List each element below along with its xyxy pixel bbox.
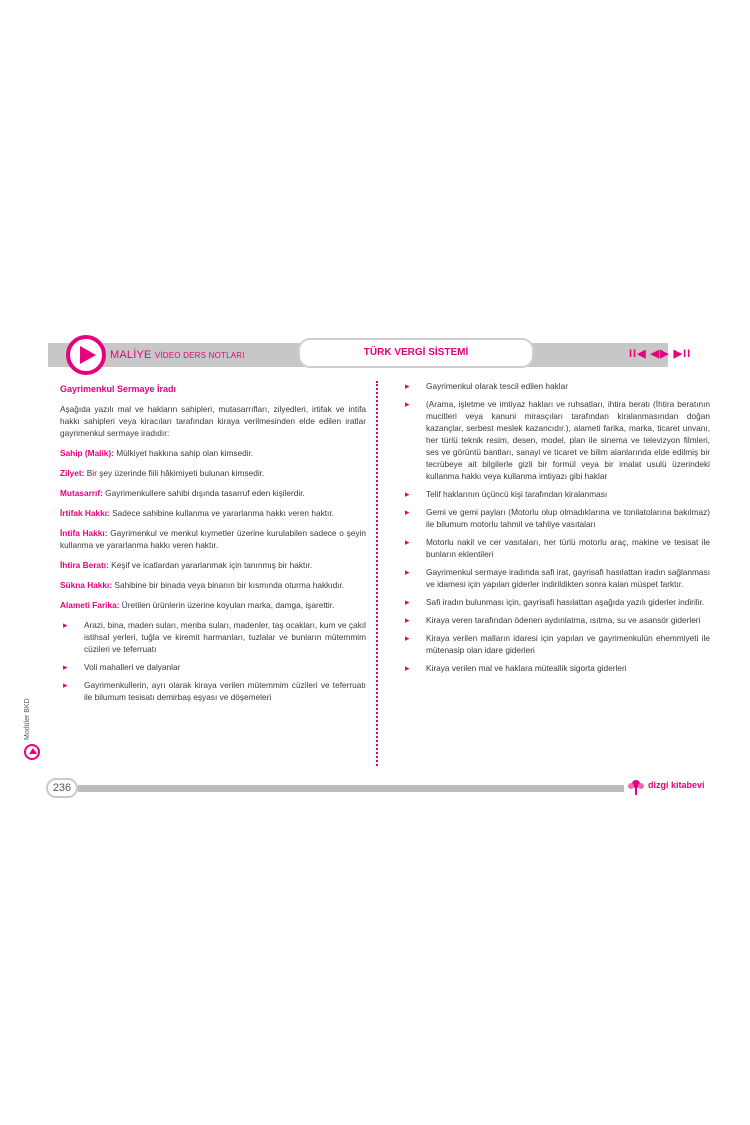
page-title: TÜRK VERGİ SİSTEMİ — [298, 338, 534, 368]
right-column — [402, 380, 710, 680]
list-item: ▸ Kiraya verilen mal ve haklara müteallik sigorta giderleri — [402, 662, 710, 674]
list-item: ▸ Arazi, bina, maden suları, menba suları, madenler, taş ocakları, kum ve çakıl istihsal yerleri, tuğla ve kiremit harmanları, tuzlalar ve bunların mütemmim cüzileri ve teferruatı — [60, 619, 366, 655]
brand-sub: VİDEO DERS NOTLARI — [154, 351, 245, 360]
definition — [60, 447, 366, 459]
definition-text: Keşif ve icatlardan yararlanmak için tanınmış bir haktır. — [108, 560, 313, 570]
publisher-name: dizgi kitabevi — [648, 780, 705, 790]
definition — [60, 559, 366, 571]
intro-paragraph: Aşağıda yazılı mal ve hakların sahipleri, mutasarrıfları, zilyedleri, irtifak ve intifa hakkı sahipleri veya kiracıları tarafından kiraya verilmesinden elde edilen iratlar gayrimenkul sermaye iradıdır: — [60, 404, 366, 438]
section-heading: Gayrimenkul Sermaye İradı — [60, 384, 177, 394]
up-arrow-icon — [24, 744, 40, 760]
definition-term: Zilyet: — [60, 468, 85, 478]
definition — [60, 487, 366, 499]
list-item: ▸ (Arama, işletme ve imtiyaz hakları ve ruhsatları, ihtira beratı (İhtira beratının mucitleri veya kanuni mirasçıları tarafından kiralanmasından doğan kazançlar, serbest meslek kazancıdır.), alameti farika, marka, ticaret unvanı, her türlü teknik resim, desen, model, plan ile sinema ve televizyon filmleri, ses ve görüntü bantları, sanayi ve ticaret ve bilim alanlarında elde edilmiş bir tecrübeye ait bilgilerle gizli bir formül veya bir imalat usulü üzerindeki kullanma hakkı veya kullanma imtiyazı gibi haklar — [402, 398, 710, 482]
list-item: ▸ Safi iradın bulunması için, gayrisafi hasılattan aşağıda yazılı giderler indirilir. — [402, 596, 710, 608]
definition-text: Gayrimenkullere sahibi dışında tasarruf eden kişilerdir. — [102, 488, 305, 498]
definition-text: Sahibine bir binada veya binanın bir kısmında oturma hakkıdır. — [112, 580, 345, 590]
list-item: ▸ Gayrimenkullerin, ayrı olarak kiraya verilen mütemmim cüzileri ve teferruatı ile bilumum tesisatı demirbaş eşyası ve döşemeleri — [60, 679, 366, 703]
definition-term: İhtira Beratı: — [60, 560, 109, 570]
brand-label — [110, 349, 245, 361]
list-item: ▸ Kiraya veren tarafından ödenen aydınlatma, ısıtma, su ve asansör giderleri — [402, 614, 710, 626]
column-divider — [376, 381, 378, 766]
definition-text: Bir şey üzerinde fiili hâkimiyeti bulunan kimsedir. — [84, 468, 265, 478]
side-label-text: Modüler BKD — [24, 698, 31, 740]
definition-text: Üretilen ürünlerin üzerine koyulan marka, damga, işarettir. — [119, 600, 335, 610]
publisher-logo — [626, 776, 716, 798]
left-bullet-list — [60, 619, 366, 703]
definition-term: İrtifak Hakkı: — [60, 508, 110, 518]
list-item: ▸ Gemi ve gemi payları (Motorlu olup olmadıklarına ve tonilatolarına bakılmaz) ile bilumum motorlu tahmil ve tahliye vasıtaları — [402, 506, 710, 530]
left-column — [60, 383, 366, 709]
definition-term: Alameti Farika: — [60, 600, 120, 610]
definition — [60, 467, 366, 479]
definition — [60, 527, 366, 551]
definition-text: Sadece sahibine kullanma ve yararlanma hakkı veren haktır. — [109, 508, 334, 518]
definition — [60, 599, 366, 611]
brand-main: MALİYE — [110, 349, 152, 361]
definition-text: Gayrimenkul ve menkul kıymetler üzerine kurulabilen sadece o şeyin kullanma ve yararlanma hakkı veren haktır. — [60, 528, 366, 550]
definition — [60, 507, 366, 519]
play-icon — [66, 335, 106, 375]
list-item: ▸ Kiraya verilen malların idaresi için yapılan ve gayrimenkulün ehemmiyeti ile mütenasip olan idare giderleri — [402, 632, 710, 656]
definition-term: Sükna Hakkı: — [60, 580, 113, 590]
definition — [60, 579, 366, 591]
definition-term: Mutasarrıf: — [60, 488, 103, 498]
definition-term: İntifa Hakkı: — [60, 528, 108, 538]
media-controls-icon: II◀ ◀▶ ▶II — [629, 348, 692, 360]
definition-text: Mülkiyet hakkına sahip olan kimsedir. — [113, 448, 254, 458]
flower-icon — [626, 776, 646, 796]
right-bullet-list — [402, 380, 710, 674]
list-item: ▸ Telif haklarının üçüncü kişi tarafından kiralanması — [402, 488, 710, 500]
page-number: 236 — [46, 778, 78, 798]
list-item: ▸ Voli mahalleri ve dalyanlar — [60, 661, 366, 673]
footer-bar — [78, 785, 624, 792]
side-label — [21, 660, 45, 760]
list-item: ▸ Gayrimenkul olarak tescil edilen haklar — [402, 380, 710, 392]
list-item: ▸ Gayrimenkul sermaye iradında safi irat, gayrisafi hasılattan iradın sağlanması ve idamesi için yapılan giderler indirildikten sonra kalan müspet farktır. — [402, 566, 710, 590]
list-item: ▸ Motorlu nakil ve cer vasıtaları, her türlü motorlu araç, makine ve tesisat ile bunların eklentileri — [402, 536, 710, 560]
definition-term: Sahip (Malik): — [60, 448, 114, 458]
